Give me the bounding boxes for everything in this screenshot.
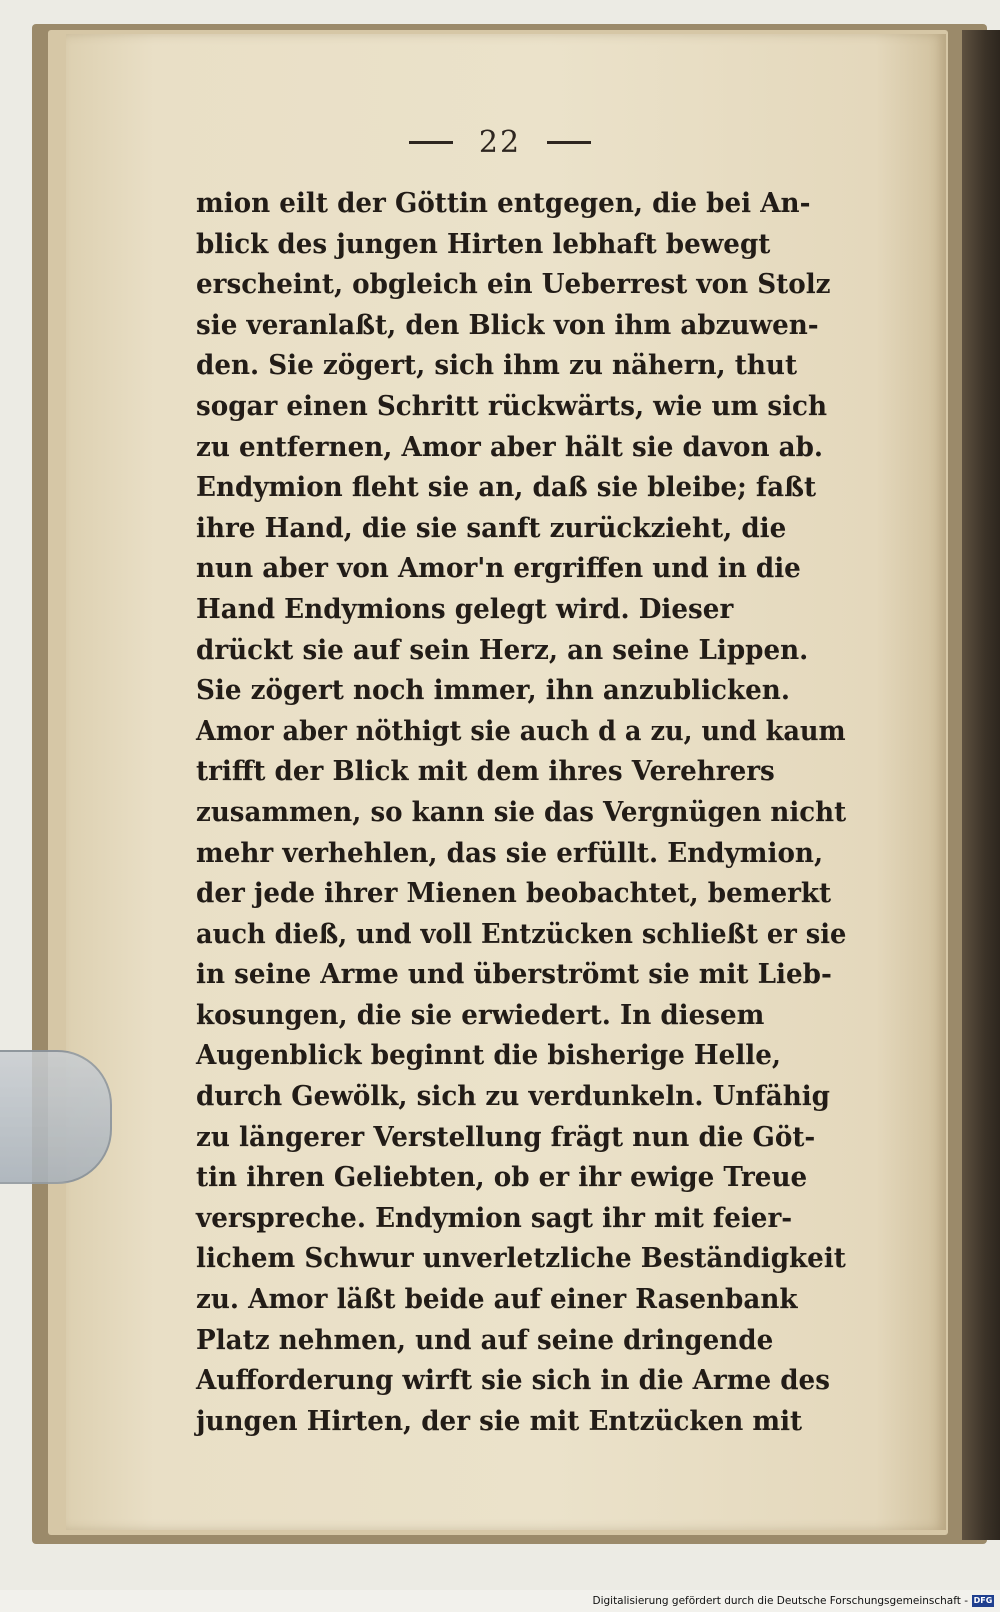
text-line: erscheint, obgleich ein Ueberrest von Stolz (196, 269, 831, 301)
book-spine-right (962, 30, 1000, 1540)
text-line: ihre Hand, die sie sanft zurückzieht, die (196, 512, 787, 544)
text-line: zu entfernen, Amor aber hält sie davon ab. (196, 431, 824, 463)
text-line: mion eilt der Göttin entgegen, die bei An- (196, 188, 811, 219)
text-line: der jede ihrer Mienen beobachtet, bemerkt (196, 878, 832, 910)
text-line: den. Sie zögert, sich ihm zu nähern, thut (196, 350, 798, 382)
text-line: Aufforderung wirft sie sich in die Arme des (196, 1365, 830, 1397)
page-number: 22 (478, 124, 522, 160)
text-line: zu. Amor läßt beide auf einer Rasenbank (196, 1284, 798, 1316)
text-line: nun aber von Amor'n ergriffen und in die (196, 553, 801, 585)
text-line: zusammen, so kann sie das Vergnügen nicht (196, 796, 847, 828)
header-dash-left (409, 141, 453, 144)
footer-text: Digitalisierung gefördert durch die Deutsche Forschungsgemeinschaft - (592, 1595, 968, 1607)
page-header (0, 120, 1000, 164)
text-line: blick des jungen Hirten lebhaft bewegt (196, 228, 771, 260)
text-line: Sie zögert noch immer, ihn anzublicken. (196, 675, 790, 707)
text-line: jungen Hirten, der sie mit Entzücken mit (196, 1405, 803, 1437)
text-line: sie veranlaßt, den Blick von ihm abzuwen- (196, 309, 819, 341)
page-holder-clip (0, 1050, 112, 1184)
text-line: verspreche. Endymion sagt ihr mit feier- (196, 1202, 793, 1234)
text-line: drückt sie auf sein Herz, an seine Lippen. (196, 634, 809, 666)
text-line: trifft der Blick mit dem ihres Verehrers (196, 756, 775, 788)
text-line: Amor aber nöthigt sie auch d a zu, und kaum (196, 715, 846, 747)
text-line: zu längerer Verstellung frägt nun die Göt- (196, 1121, 816, 1153)
text-line: Hand Endymions gelegt wird. Dieser (196, 593, 734, 625)
text-line: in seine Arme und überströmt sie mit Lieb- (196, 959, 832, 991)
text-line: kosungen, die sie erwiedert. In diesem (196, 999, 765, 1031)
text-line: Platz nehmen, und auf seine dringende (196, 1324, 774, 1356)
text-line: Endymion fleht sie an, daß sie bleibe; faßt (196, 472, 817, 504)
text-line: lichem Schwur unverletzliche Beständigkeit (196, 1243, 846, 1275)
digitization-footer (592, 1594, 994, 1608)
dfg-logo: DFG (973, 1596, 993, 1605)
text-line: Augenblick beginnt die bisherige Helle, (196, 1040, 782, 1072)
text-line: durch Gewölk, sich zu verdunkeln. Unfähig (196, 1081, 831, 1113)
text-line: auch dieß, und voll Entzücken schließt er sie (196, 918, 847, 950)
header-dash-right (547, 141, 591, 144)
body-text (196, 184, 866, 1442)
text-line: tin ihren Geliebten, ob er ihr ewige Treue (196, 1162, 808, 1194)
text-line: sogar einen Schritt rückwärts, wie um sich (196, 390, 828, 422)
text-line: mehr verhehlen, das sie erfüllt. Endymion, (196, 837, 824, 869)
